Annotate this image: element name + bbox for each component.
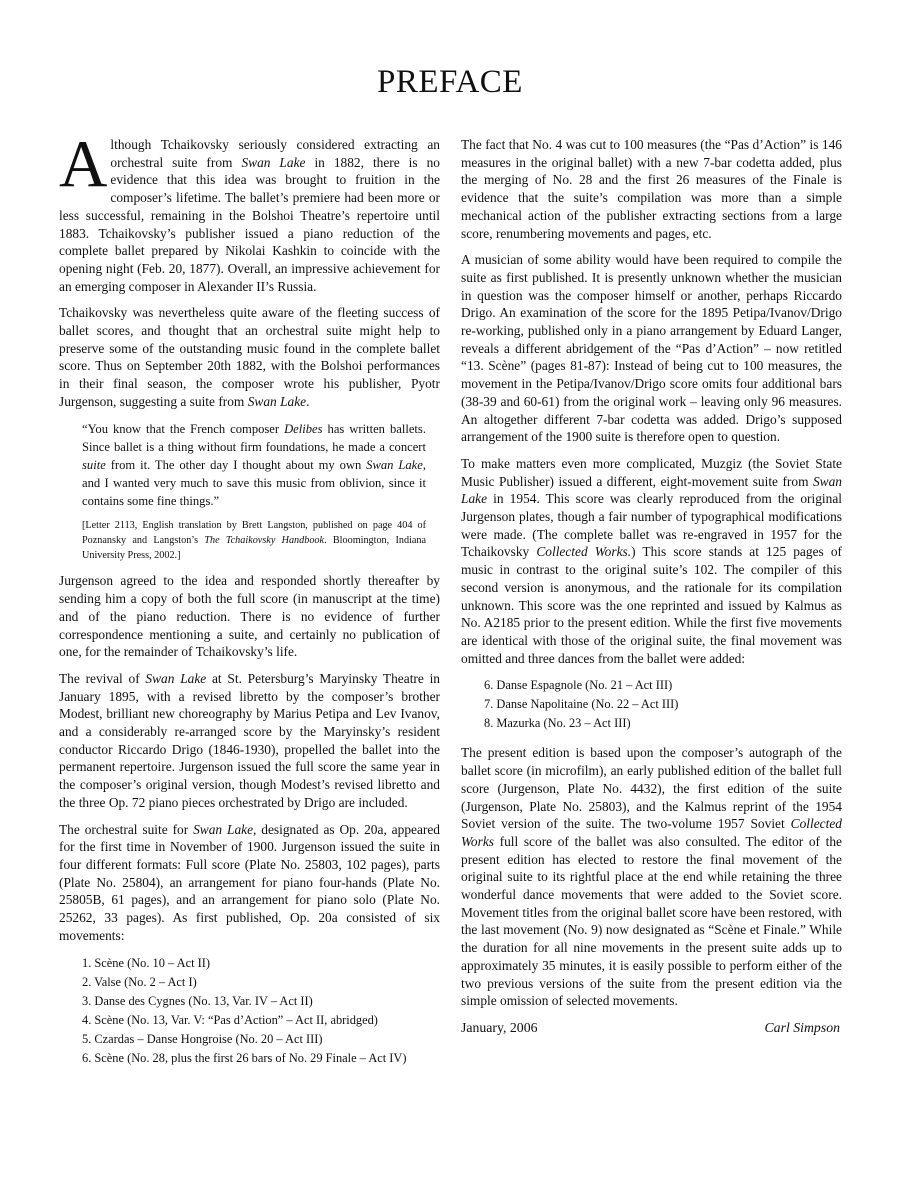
paragraph-musician: A musician of some ability would have been required to compile the suite as first published. It is presently unknown whether the musician in question was the composer himself or another, perhaps Riccardo Drigo. An examination of the score for the 1895 Petipa/Ivanov/Drigo re-working, published only in a piano arrangement by Eduard Langer, reveals a different abridgement of the “Pas d’Action” – now retitled “13. Scène” (pages 81-87): Instead of being cut to 100 measures, the movement in the Petipa/Ivanov/Drigo score omits four additional bars (38-39 and 60-61) from the original work – leaving only 96 measures. An altogether different 7-bar codetta was added. Drigo’s supposed arrangement of the 1900 suite is therefore open to question.	[461, 252, 842, 445]
paragraph-jurgenson: Jurgenson agreed to the idea and responded shortly thereafter by sending him a copy of both the full score (in manuscript at the time) and of the piano reduction. There is no evidence of further correspondence mentioning a suite, and certainly no publication of one, for the remainder of Tchaikovsky’s life.	[59, 573, 440, 660]
paragraph-orchestral-suite: The orchestral suite for Swan Lake, designated as Op. 20a, appeared for the first time in November of 1900. Jurgenson issued the suite in four different formats: Full score (Plate No. 25803, 102 pages), parts (Plate No. 25804), an arrangement for piano four-hands (Plate No. 25805B, 61 pages), and an arrangement for piano solo (Plate No. 25262, 33 pages). As first published, Op. 20a consisted of six movements:	[59, 821, 440, 943]
page-title: PREFACE	[377, 64, 523, 100]
intro-paragraph: Although Tchaikovsky seriously considered extracting an orchestral suite from Swan Lake in 1882, there is no evidence that this idea was brought to fruition in the composer’s lifetime. The ballet’s premiere had been more or less successful, remaining in the Bolshoi Theatre’s repertoire until 1883. Tchaikovsky’s publisher issued a piano reduction of the complete ballet prepared by Nikolai Kashkin to coincide with the opening night (Feb. 20, 1877). Overall, an impressive achievement for an emerging composer in Alexander II’s Russia.	[59, 127, 440, 294]
list-item: 5. Czardas – Danse Hongroise (No. 20 – Act III)	[82, 1031, 323, 1046]
quote-citation: [Letter 2113, English translation by Brett Langston, published on page 404 of Poznansky and Langston’s The Tchaikovsky Handbook. Bloomington, Indiana University Press, 2002.]	[82, 519, 427, 562]
paragraph-revival: The revival of Swan Lake at St. Petersburg’s Maryinsky Theatre in January 1895, with a revised libretto by the composer’s brother Modest, brilliant new choreography by Marius Petipa and Lev Ivanov, and a considerably re-arranged score by the Maryinsky’s resident conductor Riccardo Drigo (1846-1930), propelled the ballet into the permanent repertoire. Jurgenson issued the full score the same year in the composer’s original version, though Modest’s revised libretto and the three Op. 72 piano pieces orchestrated by Drigo are included.	[59, 670, 440, 810]
drop-cap: A	[59, 127, 108, 201]
preface-date: January, 2006	[461, 1019, 538, 1035]
signature-line	[461, 1019, 842, 1037]
list-item: 1. Scène (No. 10 – Act II)	[82, 955, 211, 970]
author-name: Carl Simpson	[764, 1019, 840, 1035]
original-movements-list	[59, 954, 440, 1068]
paragraph-present-edition: The present edition is based upon the composer’s autograph of the ballet score (in microfilm), an early published edition of the ballet full score (Jurgenson, Plate No. 4432), the first edition of the suite (Jurgenson, Plate No. 25803), and the Kalmus reprint of the 1954 Soviet version of the suite. The two-volume 1957 Soviet Collected Works full score of the ballet was also consulted. The editor of the present edition has elected to restore the final movement of the original suite to its rightful place at the end while retaining the three wonderful dance movements that were added to the Soviet score. Movement titles from the original ballet score have been restored, with the last movement (No. 9) now designated as “Scène et Finale.” While the duration for all nine movements in the present suite adds up to approximately 35 minutes, it is easily possible to perform either of the two previous versions of the suite from the present edition via the simple omission of selected movements.	[461, 745, 842, 1009]
quote-text: “You know that the French composer Delibes has written ballets. Since ballet is a thing without firm foundations, he made a concert suite from it. The other day I thought about my own Swan Lake, and I wanted very much to save this music from oblivion, since it contains some fine things.”	[82, 421, 426, 508]
left-column	[59, 127, 440, 1079]
right-column	[461, 136, 842, 1037]
added-dances-list	[461, 676, 842, 733]
list-item: 2. Valse (No. 2 – Act I)	[82, 974, 197, 989]
list-item: 6. Danse Espagnole (No. 21 – Act III)	[484, 678, 673, 693]
letter-quote	[82, 420, 426, 564]
list-item: 4. Scène (No. 13, Var. V: “Pas d’Action” – Act II, abridged)	[82, 1012, 378, 1027]
paragraph-fleeting-success: Tchaikovsky was nevertheless quite aware of the fleeting success of ballet scores, and thought that an orchestral suite might help to preserve some of the outstanding music found in the complete ballet score. Thus on September 20th 1882, with the Bolshoi performances in their final season, the composer wrote his publisher, Pyotr Jurgenson, suggesting a suite from Swan Lake.	[59, 305, 440, 409]
list-item: 7. Danse Napolitaine (No. 22 – Act III)	[484, 697, 679, 712]
list-item: 3. Danse des Cygnes (No. 13, Var. IV – Act II)	[82, 993, 313, 1008]
paragraph-muzgiz: To make matters even more complicated, Muzgiz (the Soviet State Music Publisher) issued a different, eight-movement suite from Swan Lake in 1954. This score was clearly reproduced from the original Jurgenson plates, though a fair number of typographical modifications were made. (The complete ballet was re-engraved in 1957 for the Tchaikovsky Collected Works.) This score stands at 125 pages of music in contrast to the original suite’s 102. The compiler of this second version is anonymous, and the rationale for its compilation unknown. This score was the one reprinted and issued by Kalmus as No. A2185 prior to the present edition. While the first five movements are identical with those of the original suite, the final movement was omitted and three dances from the ballet were added:	[461, 455, 842, 666]
list-item: 6. Scène (No. 28, plus the first 26 bars of No. 29 Finale – Act IV)	[82, 1050, 407, 1065]
list-item: 8. Mazurka (No. 23 – Act III)	[484, 716, 631, 731]
paragraph-pas-daction: The fact that No. 4 was cut to 100 measures (the “Pas d’Action” is 146 measures in the original ballet) with a new 7-bar codetta added, plus the merging of No. 28 and the first 26 measures of the Finale is evidence that the suite’s compilation was more than a simple mechanical action of the publisher extracting sections from a large score, renumbering movements and pages, etc.	[461, 137, 842, 241]
